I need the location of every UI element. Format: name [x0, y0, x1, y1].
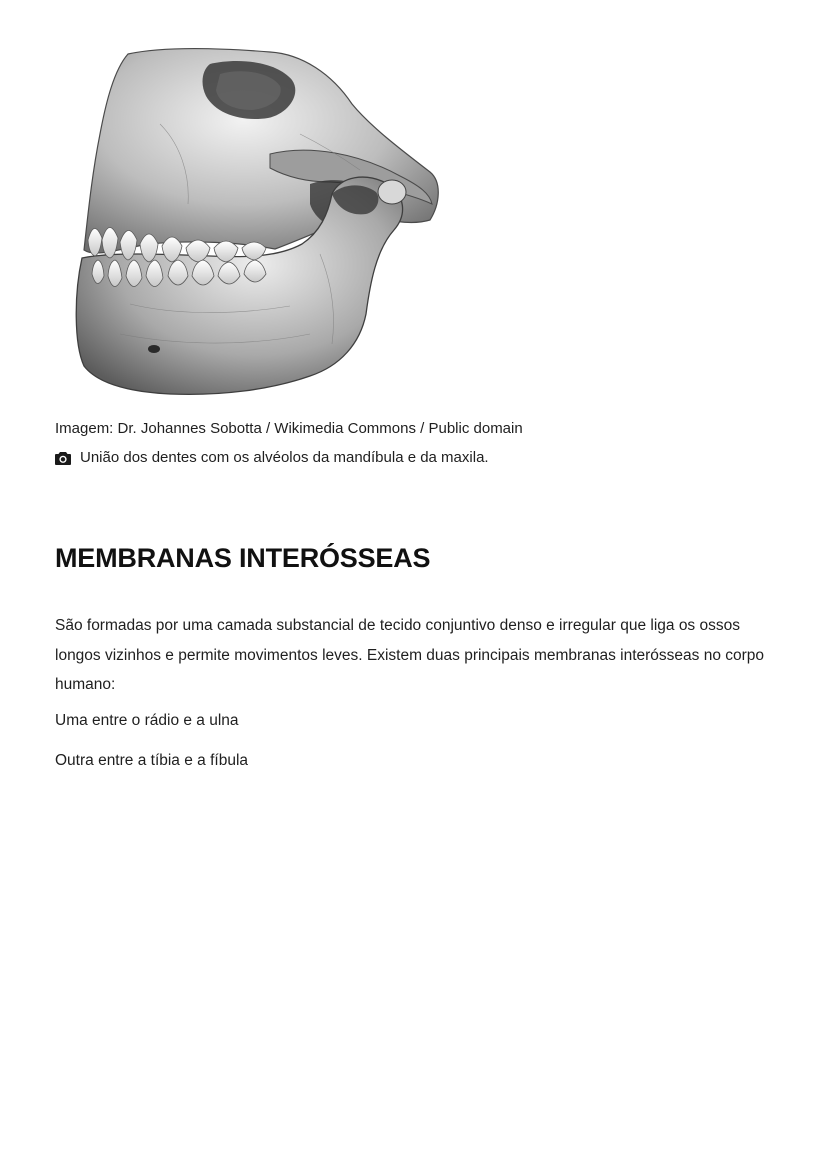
section-heading: MEMBRANAS INTERÓSSEAS: [55, 543, 431, 573]
image-credit: Imagem: Dr. Johannes Sobotta / Wikimedia Commons / Public domain: [55, 420, 523, 437]
section-paragraph: São formadas por uma camada substancial de tecido conjuntivo denso e irregular que liga os ossos longos vizinhos e permite movimentos leves. Existem duas principais membranas interósseas no corpo humano:: [55, 617, 765, 693]
list-item: Outra entre a tíbia e a fíbula: [55, 752, 249, 769]
caption-text: União dos dentes com os alvéolos da mandíbula e da maxila.: [80, 449, 489, 466]
skull-jaw-illustration: [70, 44, 450, 400]
camera-icon: [55, 451, 71, 465]
image-caption: [55, 448, 489, 467]
list-item: Uma entre o rádio e a ulna: [55, 712, 239, 729]
